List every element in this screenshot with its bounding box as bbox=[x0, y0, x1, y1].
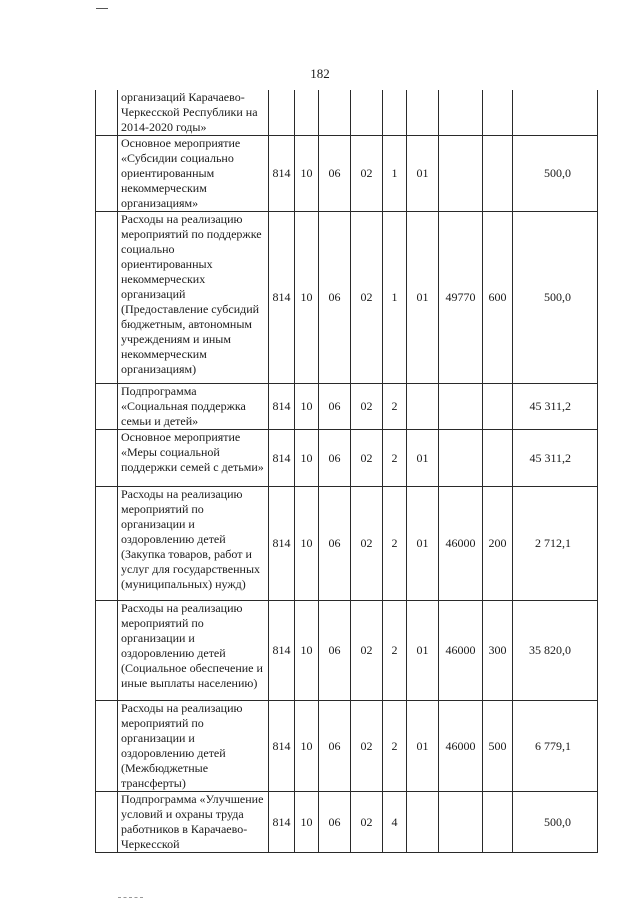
amount: 6 779,1 bbox=[513, 701, 598, 792]
event-code: 01 bbox=[407, 136, 439, 212]
ministry-code: 814 bbox=[269, 792, 295, 853]
section-code: 10 bbox=[295, 601, 319, 701]
subprogram-code: 4 bbox=[383, 792, 407, 853]
subsection-code: 06 bbox=[319, 430, 351, 487]
subprogram-code bbox=[383, 90, 407, 136]
table-row bbox=[96, 701, 598, 792]
amount bbox=[513, 90, 598, 136]
expense-type-code: 500 bbox=[483, 701, 513, 792]
amount: 500,0 bbox=[513, 792, 598, 853]
row-name: Расходы на реализацию мероприятий по организации и оздоровлению детей (Межбюджетные трансферты) bbox=[118, 701, 269, 792]
ministry-code: 814 bbox=[269, 701, 295, 792]
section-code: 10 bbox=[295, 384, 319, 430]
subprogram-code: 1 bbox=[383, 136, 407, 212]
row-number-cell bbox=[96, 601, 118, 701]
direction-code bbox=[439, 136, 483, 212]
event-code: 01 bbox=[407, 430, 439, 487]
event-code: 01 bbox=[407, 701, 439, 792]
program-code: 02 bbox=[351, 430, 383, 487]
row-name: Основное мероприятие «Меры социальной поддержки семей с детьми» bbox=[118, 430, 269, 487]
direction-code: 46000 bbox=[439, 601, 483, 701]
bottom-rule bbox=[118, 897, 143, 899]
subsection-code: 06 bbox=[319, 212, 351, 384]
subprogram-code: 2 bbox=[383, 430, 407, 487]
ministry-code: 814 bbox=[269, 212, 295, 384]
subsection-code bbox=[319, 90, 351, 136]
amount: 45 311,2 bbox=[513, 384, 598, 430]
expense-type-code: 300 bbox=[483, 601, 513, 701]
subsection-code: 06 bbox=[319, 601, 351, 701]
expense-type-code: 200 bbox=[483, 487, 513, 601]
row-number-cell bbox=[96, 487, 118, 601]
row-number-cell bbox=[96, 792, 118, 853]
row-name: Расходы на реализацию мероприятий по поддержке социально ориентированных некоммерческих организаций (Предоставление субсидий бюджетным, автономным учреждениям и иным некоммерческим организациям) bbox=[118, 212, 269, 384]
event-code bbox=[407, 384, 439, 430]
program-code: 02 bbox=[351, 384, 383, 430]
direction-code bbox=[439, 792, 483, 853]
section-code bbox=[295, 90, 319, 136]
row-name: организаций Карачаево-Черкесской Республики на 2014-2020 годы» bbox=[118, 90, 269, 136]
ministry-code: 814 bbox=[269, 384, 295, 430]
amount: 35 820,0 bbox=[513, 601, 598, 701]
ministry-code: 814 bbox=[269, 601, 295, 701]
direction-code: 46000 bbox=[439, 487, 483, 601]
program-code bbox=[351, 90, 383, 136]
section-code: 10 bbox=[295, 136, 319, 212]
expense-type-code bbox=[483, 430, 513, 487]
budget-table bbox=[95, 90, 598, 853]
event-code: 01 bbox=[407, 487, 439, 601]
ministry-code: 814 bbox=[269, 136, 295, 212]
subprogram-code: 2 bbox=[383, 384, 407, 430]
direction-code bbox=[439, 430, 483, 487]
event-code bbox=[407, 90, 439, 136]
table-row bbox=[96, 384, 598, 430]
section-code: 10 bbox=[295, 487, 319, 601]
expense-type-code bbox=[483, 792, 513, 853]
table-row bbox=[96, 792, 598, 853]
expense-type-code bbox=[483, 136, 513, 212]
row-name: Подпрограмма «Социальная поддержка семьи и детей» bbox=[118, 384, 269, 430]
table-row bbox=[96, 487, 598, 601]
ministry-code: 814 bbox=[269, 430, 295, 487]
program-code: 02 bbox=[351, 601, 383, 701]
subsection-code: 06 bbox=[319, 701, 351, 792]
page-number: 182 bbox=[310, 66, 330, 81]
direction-code bbox=[439, 384, 483, 430]
table-row bbox=[96, 601, 598, 701]
subsection-code: 06 bbox=[319, 792, 351, 853]
direction-code: 49770 bbox=[439, 212, 483, 384]
expense-type-code bbox=[483, 384, 513, 430]
table-row bbox=[96, 430, 598, 487]
row-number-cell bbox=[96, 212, 118, 384]
section-code: 10 bbox=[295, 430, 319, 487]
row-number-cell bbox=[96, 701, 118, 792]
section-code: 10 bbox=[295, 212, 319, 384]
subprogram-code: 2 bbox=[383, 487, 407, 601]
event-code: 01 bbox=[407, 601, 439, 701]
amount: 2 712,1 bbox=[513, 487, 598, 601]
table-row bbox=[96, 136, 598, 212]
row-number-cell bbox=[96, 430, 118, 487]
program-code: 02 bbox=[351, 701, 383, 792]
row-name: Основное мероприятие «Субсидии социально ориентированным некоммерческим организациям» bbox=[118, 136, 269, 212]
program-code: 02 bbox=[351, 136, 383, 212]
subsection-code: 06 bbox=[319, 136, 351, 212]
program-code: 02 bbox=[351, 487, 383, 601]
expense-type-code bbox=[483, 90, 513, 136]
row-name: Расходы на реализацию мероприятий по организации и оздоровлению детей (Социальное обеспечение и иные выплаты населению) bbox=[118, 601, 269, 701]
subprogram-code: 2 bbox=[383, 601, 407, 701]
ministry-code bbox=[269, 90, 295, 136]
direction-code bbox=[439, 90, 483, 136]
direction-code: 46000 bbox=[439, 701, 483, 792]
row-number-cell bbox=[96, 90, 118, 136]
scan-mark bbox=[96, 8, 108, 9]
row-number-cell bbox=[96, 384, 118, 430]
subprogram-code: 1 bbox=[383, 212, 407, 384]
event-code: 01 bbox=[407, 212, 439, 384]
subsection-code: 06 bbox=[319, 384, 351, 430]
subprogram-code: 2 bbox=[383, 701, 407, 792]
program-code: 02 bbox=[351, 792, 383, 853]
subsection-code: 06 bbox=[319, 487, 351, 601]
amount: 500,0 bbox=[513, 136, 598, 212]
section-code: 10 bbox=[295, 792, 319, 853]
expense-type-code: 600 bbox=[483, 212, 513, 384]
ministry-code: 814 bbox=[269, 487, 295, 601]
row-name: Расходы на реализацию мероприятий по организации и оздоровлению детей (Закупка товаров, работ и услуг для государственных (муниципальных) нужд) bbox=[118, 487, 269, 601]
amount: 500,0 bbox=[513, 212, 598, 384]
event-code bbox=[407, 792, 439, 853]
row-number-cell bbox=[96, 136, 118, 212]
table-row bbox=[96, 90, 598, 136]
row-name: Подпрограмма «Улучшение условий и охраны труда работников в Карачаево-Черкесской bbox=[118, 792, 269, 853]
table-row bbox=[96, 212, 598, 384]
section-code: 10 bbox=[295, 701, 319, 792]
amount: 45 311,2 bbox=[513, 430, 598, 487]
program-code: 02 bbox=[351, 212, 383, 384]
